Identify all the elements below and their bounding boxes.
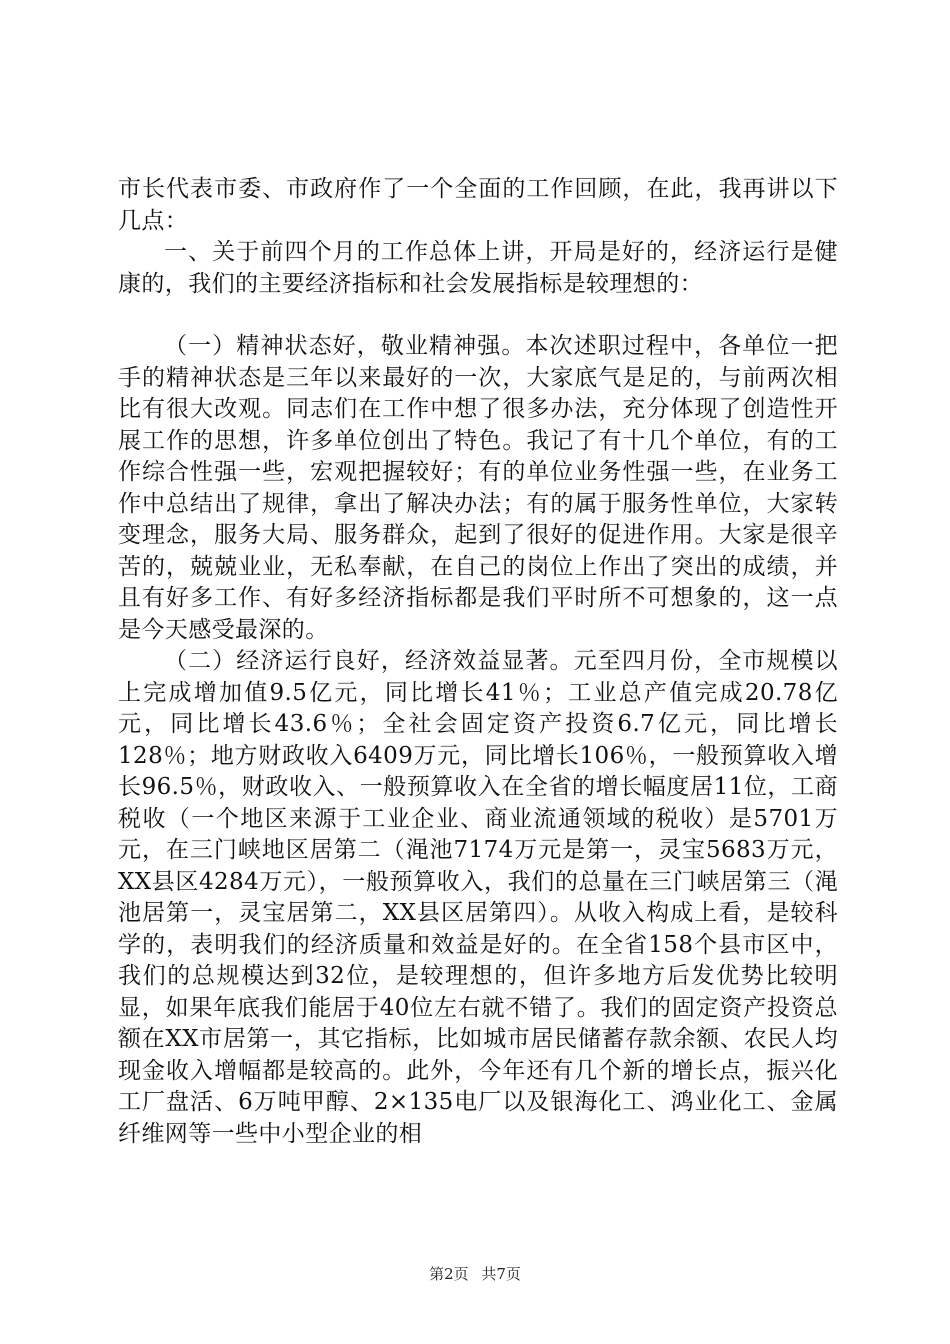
paragraph-item-one: （一）精神状态好，敬业精神强。本次述职过程中，各单位一把手的精神状态是三年以来最好的一次，大家底气是足的，与前两次相比有很大改观。同志们在工作中想了很多办法，充分体现了创造性开展工作的思想，许多单位创出了特色。我记了有十几个单位，有的工作综合性强一些，宏观把握较好；有的单位业务性强一些，在业务工作中总结出了规律，拿出了解决办法；有的属于服务性单位，大家转变理念，服务大局、服务群众，起到了很好的促进作用。大家是很辛苦的，兢兢业业，无私奉献，在自己的岗位上作出了突出的成绩，并且有好多工作、有好多经济指标都是我们平时所不可想象的，这一点是今天感受最深的。 <box>118 333 838 643</box>
page-number: 第2页 <box>429 1265 469 1283</box>
paragraph-section-one: 一、关于前四个月的工作总体上讲，开局是好的，经济运行是健康的，我们的主要经济指标和社会发展指标是较理想的： <box>118 239 838 297</box>
page-total: 共7页 <box>481 1265 521 1283</box>
page-footer <box>0 1264 950 1284</box>
paragraph-item-two: （二）经济运行良好，经济效益显著。元至四月份，全市规模以上完成增加值9.5亿元，同比增长41％；工业总产值完成20.78亿元，同比增长43.6％；全社会固定资产投资6.7亿元，同比增长128％；地方财政收入6409万元，同比增长106％，一般预算收入增长96.5％，财政收入、一般预算收入在全省的增长幅度居11位，工商税收（一个地区来源于工业企业、商业流通领域的税收）是5701万元，在三门峡地区居第二（渑池7174万元是第一，灵宝5683万元，XX县区4284万元），一般预算收入，我们的总量在三门峡居第三（渑池居第一，灵宝居第二，XX县区居第四）。从收入构成上看，是较科学的，表明我们的经济质量和效益是好的。在全省158个县市区中，我们的总规模达到32位，是较理想的，但许多地方后发优势比较明显，如果年底我们能居于40位左右就不错了。我们的固定资产投资总额在XX市居第一，其它指标，比如城市居民储蓄存款余额、农民人均现金收入增幅都是较高的。此外，今年还有几个新的增长点，振兴化工厂盘活、6万吨甲醇、2×135电厂以及银海化工、鸿业化工、金属纤维网等一些中小型企业的相 <box>118 648 838 1147</box>
document-body <box>118 174 838 1150</box>
paragraph-intro: 市长代表市委、市政府作了一个全面的工作回顾，在此，我再讲以下几点： <box>118 176 838 234</box>
